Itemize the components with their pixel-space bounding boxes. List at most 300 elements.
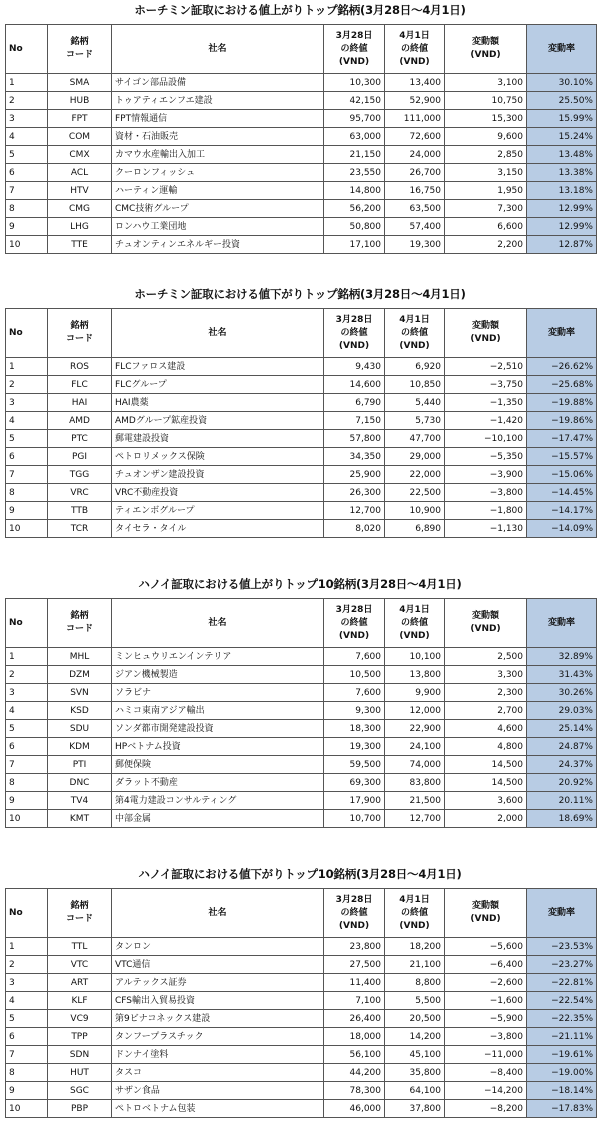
- row-no: 9: [6, 218, 48, 236]
- curr-close: 14,200: [385, 1028, 445, 1046]
- price-change: 3,600: [445, 792, 527, 810]
- change-rate: 32.89%: [527, 648, 597, 666]
- prev-close: 27,500: [324, 956, 385, 974]
- company-name: クーロンフィッシュ: [112, 164, 324, 182]
- table-row: [6, 146, 597, 164]
- table-row: [6, 666, 597, 684]
- header-curr-line3: (VND): [399, 56, 430, 67]
- curr-close: 16,750: [385, 182, 445, 200]
- ticker-code: PGI: [48, 448, 112, 466]
- header-code: [48, 599, 112, 648]
- table-row: [6, 1082, 597, 1100]
- ticker-code: DNC: [48, 774, 112, 792]
- curr-close: 6,920: [385, 358, 445, 376]
- change-rate: 29.03%: [527, 702, 597, 720]
- prev-close: 23,800: [324, 938, 385, 956]
- curr-close: 72,600: [385, 128, 445, 146]
- change-rate: 12.99%: [527, 200, 597, 218]
- curr-close: 5,500: [385, 992, 445, 1010]
- company-name: タンフープラスチック: [112, 1028, 324, 1046]
- company-name: CMC技術グループ: [112, 200, 324, 218]
- curr-close: 74,000: [385, 756, 445, 774]
- header-name: 社名: [112, 25, 324, 74]
- prev-close: 44,200: [324, 1064, 385, 1082]
- prev-close: 17,900: [324, 792, 385, 810]
- change-rate: −19.86%: [527, 412, 597, 430]
- ranking-table: [5, 308, 597, 538]
- prev-close: 7,600: [324, 648, 385, 666]
- prev-close: 6,790: [324, 394, 385, 412]
- header-code: [48, 889, 112, 938]
- header-code: [48, 309, 112, 358]
- curr-close: 83,800: [385, 774, 445, 792]
- prev-close: 46,000: [324, 1100, 385, 1118]
- change-rate: −18.14%: [527, 1082, 597, 1100]
- price-change: 14,500: [445, 756, 527, 774]
- price-change: 3,100: [445, 74, 527, 92]
- row-no: 9: [6, 792, 48, 810]
- company-name: 中部金属: [112, 810, 324, 828]
- header-curr-line2: の終値: [400, 327, 428, 338]
- section-title: ホーチミン証取における値下がりトップ銘柄(3月28日〜4月1日): [134, 287, 466, 301]
- header-curr-close: [385, 889, 445, 938]
- table-row: [6, 720, 597, 738]
- price-change: −1,800: [445, 502, 527, 520]
- prev-close: 18,000: [324, 1028, 385, 1046]
- ticker-code: HAI: [48, 394, 112, 412]
- header-curr-line2: の終値: [400, 907, 428, 918]
- curr-close: 63,500: [385, 200, 445, 218]
- header-code-line2: コード: [65, 624, 93, 634]
- row-no: 10: [6, 236, 48, 254]
- ticker-code: PBP: [48, 1100, 112, 1118]
- price-change: 6,600: [445, 218, 527, 236]
- prev-close: 7,100: [324, 992, 385, 1010]
- ticker-code: PTI: [48, 756, 112, 774]
- curr-close: 22,500: [385, 484, 445, 502]
- ticker-code: CMX: [48, 146, 112, 164]
- prev-close: 34,350: [324, 448, 385, 466]
- curr-close: 52,900: [385, 92, 445, 110]
- header-prev-line2: の終値: [340, 617, 368, 628]
- company-name: タンロン: [112, 938, 324, 956]
- price-change: 2,700: [445, 702, 527, 720]
- header-curr-close: [385, 25, 445, 74]
- change-rate: −25.68%: [527, 376, 597, 394]
- price-change: 15,300: [445, 110, 527, 128]
- company-name: ハーティン運輸: [112, 182, 324, 200]
- header-curr-close: [385, 309, 445, 358]
- ticker-code: LHG: [48, 218, 112, 236]
- ticker-code: TV4: [48, 792, 112, 810]
- row-no: 4: [6, 128, 48, 146]
- table-row: [6, 738, 597, 756]
- section-0: [0, 2, 600, 254]
- company-name: タイセラ・タイル: [112, 520, 324, 538]
- price-change: 4,600: [445, 720, 527, 738]
- prev-close: 9,300: [324, 702, 385, 720]
- table-row: [6, 756, 597, 774]
- curr-close: 6,890: [385, 520, 445, 538]
- header-chg-line2: (VND): [470, 50, 501, 60]
- row-no: 8: [6, 484, 48, 502]
- change-rate: 13.18%: [527, 182, 597, 200]
- row-no: 7: [6, 466, 48, 484]
- ticker-code: SGC: [48, 1082, 112, 1100]
- header-chg-line1: 変動額: [471, 321, 499, 331]
- curr-close: 5,730: [385, 412, 445, 430]
- table-row: [6, 520, 597, 538]
- ticker-code: KMT: [48, 810, 112, 828]
- ticker-code: TTE: [48, 236, 112, 254]
- price-change: −8,200: [445, 1100, 527, 1118]
- company-name: ペトロベトナム包装: [112, 1100, 324, 1118]
- prev-close: 56,200: [324, 200, 385, 218]
- price-change: −10,100: [445, 430, 527, 448]
- header-code-line1: 銘柄: [70, 37, 89, 47]
- price-change: 14,500: [445, 774, 527, 792]
- company-name: ミンヒュウリエンインテリア: [112, 648, 324, 666]
- curr-close: 26,700: [385, 164, 445, 182]
- row-no: 6: [6, 738, 48, 756]
- company-name: VRC不動産投資: [112, 484, 324, 502]
- prev-close: 14,800: [324, 182, 385, 200]
- table-row: [6, 218, 597, 236]
- curr-close: 19,300: [385, 236, 445, 254]
- ticker-code: ART: [48, 974, 112, 992]
- prev-close: 25,900: [324, 466, 385, 484]
- curr-close: 29,000: [385, 448, 445, 466]
- curr-close: 18,200: [385, 938, 445, 956]
- prev-close: 7,600: [324, 684, 385, 702]
- header-pct: 変動率: [527, 309, 597, 358]
- change-rate: 12.87%: [527, 236, 597, 254]
- price-change: −6,400: [445, 956, 527, 974]
- table-row: [6, 412, 597, 430]
- table-row: [6, 502, 597, 520]
- change-rate: −22.35%: [527, 1010, 597, 1028]
- curr-close: 8,800: [385, 974, 445, 992]
- header-prev-close: [324, 599, 385, 648]
- ticker-code: VC9: [48, 1010, 112, 1028]
- header-prev-line1: 3月28日: [335, 894, 373, 905]
- ticker-code: HUT: [48, 1064, 112, 1082]
- ranking-table: [5, 888, 597, 1118]
- header-no: No: [6, 599, 48, 648]
- company-name: AMDグループ鉱産投資: [112, 412, 324, 430]
- prev-close: 14,600: [324, 376, 385, 394]
- price-change: −2,600: [445, 974, 527, 992]
- header-name: 社名: [112, 889, 324, 938]
- ticker-code: VTC: [48, 956, 112, 974]
- prev-close: 63,000: [324, 128, 385, 146]
- price-change: −1,350: [445, 394, 527, 412]
- company-name: 郵便保険: [112, 756, 324, 774]
- header-pct: 変動率: [527, 889, 597, 938]
- table-row: [6, 1064, 597, 1082]
- ticker-code: VRC: [48, 484, 112, 502]
- price-change: −3,900: [445, 466, 527, 484]
- header-prev-line2: の終値: [340, 327, 368, 338]
- header-prev-line2: の終値: [340, 907, 368, 918]
- header-code-line1: 銘柄: [70, 321, 89, 331]
- row-no: 5: [6, 1010, 48, 1028]
- change-rate: −17.47%: [527, 430, 597, 448]
- ticker-code: PTC: [48, 430, 112, 448]
- header-row: [6, 889, 597, 938]
- change-rate: 15.24%: [527, 128, 597, 146]
- change-rate: −17.83%: [527, 1100, 597, 1118]
- curr-close: 47,700: [385, 430, 445, 448]
- table-row: [6, 1028, 597, 1046]
- change-rate: 20.11%: [527, 792, 597, 810]
- curr-close: 64,100: [385, 1082, 445, 1100]
- change-rate: −19.00%: [527, 1064, 597, 1082]
- prev-close: 26,400: [324, 1010, 385, 1028]
- price-change: 2,850: [445, 146, 527, 164]
- header-curr-line3: (VND): [399, 340, 430, 351]
- table-row: [6, 810, 597, 828]
- company-name: ダラット不動産: [112, 774, 324, 792]
- row-no: 6: [6, 164, 48, 182]
- prev-close: 17,100: [324, 236, 385, 254]
- header-change: [445, 25, 527, 74]
- ticker-code: SDN: [48, 1046, 112, 1064]
- company-name: アルテックス証券: [112, 974, 324, 992]
- header-code-line2: コード: [65, 50, 93, 60]
- company-name: HAI農薬: [112, 394, 324, 412]
- header-no: No: [6, 25, 48, 74]
- prev-close: 56,100: [324, 1046, 385, 1064]
- header-curr-line2: の終値: [400, 43, 428, 54]
- header-prev-close: [324, 309, 385, 358]
- row-no: 3: [6, 110, 48, 128]
- row-no: 9: [6, 502, 48, 520]
- prev-close: 78,300: [324, 1082, 385, 1100]
- price-change: 1,950: [445, 182, 527, 200]
- ranking-table: [5, 598, 597, 828]
- company-name: HPベトナム投資: [112, 738, 324, 756]
- price-change: −8,400: [445, 1064, 527, 1082]
- curr-close: 111,000: [385, 110, 445, 128]
- row-no: 1: [6, 358, 48, 376]
- prev-close: 9,430: [324, 358, 385, 376]
- prev-close: 10,700: [324, 810, 385, 828]
- company-name: ロンハウ工業団地: [112, 218, 324, 236]
- company-name: CFS輸出入貿易投資: [112, 992, 324, 1010]
- curr-close: 24,100: [385, 738, 445, 756]
- row-no: 10: [6, 810, 48, 828]
- ticker-code: CMG: [48, 200, 112, 218]
- table-row: [6, 164, 597, 182]
- price-change: 2,300: [445, 684, 527, 702]
- header-curr-line3: (VND): [399, 630, 430, 641]
- header-change: [445, 889, 527, 938]
- row-no: 10: [6, 520, 48, 538]
- price-change: −3,750: [445, 376, 527, 394]
- ticker-code: TCR: [48, 520, 112, 538]
- ticker-code: HUB: [48, 92, 112, 110]
- curr-close: 13,800: [385, 666, 445, 684]
- prev-close: 23,550: [324, 164, 385, 182]
- company-name: サイゴン部品設備: [112, 74, 324, 92]
- table-row: [6, 974, 597, 992]
- price-change: 3,150: [445, 164, 527, 182]
- table-row: [6, 182, 597, 200]
- header-row: [6, 599, 597, 648]
- header-prev-line2: の終値: [340, 43, 368, 54]
- curr-close: 22,000: [385, 466, 445, 484]
- company-name: 郵電建設投資: [112, 430, 324, 448]
- company-name: ドンナイ塗料: [112, 1046, 324, 1064]
- company-name: ティエンボグループ: [112, 502, 324, 520]
- price-change: −11,000: [445, 1046, 527, 1064]
- prev-close: 50,800: [324, 218, 385, 236]
- header-change: [445, 599, 527, 648]
- row-no: 7: [6, 1046, 48, 1064]
- ticker-code: AMD: [48, 412, 112, 430]
- price-change: −1,600: [445, 992, 527, 1010]
- change-rate: 31.43%: [527, 666, 597, 684]
- table-row: [6, 236, 597, 254]
- row-no: 7: [6, 182, 48, 200]
- section-title: ハノイ証取における値下がりトップ10銘柄(3月28日〜4月1日): [138, 867, 462, 881]
- company-name: 資材・石油販売: [112, 128, 324, 146]
- table-row: [6, 128, 597, 146]
- row-no: 5: [6, 146, 48, 164]
- header-curr-line1: 4月1日: [399, 894, 430, 905]
- header-prev-line1: 3月28日: [335, 604, 373, 615]
- header-chg-line2: (VND): [470, 914, 501, 924]
- table-row: [6, 774, 597, 792]
- table-row: [6, 200, 597, 218]
- price-change: −1,130: [445, 520, 527, 538]
- price-change: 10,750: [445, 92, 527, 110]
- curr-close: 24,000: [385, 146, 445, 164]
- row-no: 7: [6, 756, 48, 774]
- change-rate: −23.27%: [527, 956, 597, 974]
- row-no: 2: [6, 376, 48, 394]
- prev-close: 59,500: [324, 756, 385, 774]
- change-rate: −19.88%: [527, 394, 597, 412]
- header-curr-line2: の終値: [400, 617, 428, 628]
- company-name: 第4電力建設コンサルティング: [112, 792, 324, 810]
- header-code-line1: 銘柄: [70, 901, 89, 911]
- ticker-code: SMA: [48, 74, 112, 92]
- change-rate: −23.53%: [527, 938, 597, 956]
- change-rate: −22.54%: [527, 992, 597, 1010]
- table-row: [6, 92, 597, 110]
- curr-close: 21,100: [385, 956, 445, 974]
- row-no: 1: [6, 648, 48, 666]
- prev-close: 21,150: [324, 146, 385, 164]
- company-name: タスコ: [112, 1064, 324, 1082]
- prev-close: 12,700: [324, 502, 385, 520]
- price-change: −5,600: [445, 938, 527, 956]
- header-curr-close: [385, 599, 445, 648]
- price-change: −3,800: [445, 1028, 527, 1046]
- company-name: カマウ水産輸出入加工: [112, 146, 324, 164]
- row-no: 2: [6, 92, 48, 110]
- section-title: ホーチミン証取における値上がりトップ銘柄(3月28日〜4月1日): [134, 3, 466, 17]
- price-change: 2,200: [445, 236, 527, 254]
- table-row: [6, 1046, 597, 1064]
- header-prev-line3: (VND): [338, 56, 370, 67]
- header-name: 社名: [112, 309, 324, 358]
- change-rate: −15.57%: [527, 448, 597, 466]
- price-change: −14,200: [445, 1082, 527, 1100]
- company-name: チュオンザン建設投資: [112, 466, 324, 484]
- ticker-code: FLC: [48, 376, 112, 394]
- price-change: 2,500: [445, 648, 527, 666]
- ticker-code: HTV: [48, 182, 112, 200]
- header-code-line2: コード: [65, 914, 93, 924]
- change-rate: 24.37%: [527, 756, 597, 774]
- change-rate: −19.61%: [527, 1046, 597, 1064]
- company-name: VTC通信: [112, 956, 324, 974]
- header-curr-line1: 4月1日: [399, 314, 430, 325]
- header-change: [445, 309, 527, 358]
- company-name: トゥアティエンフエ建設: [112, 92, 324, 110]
- table-row: [6, 430, 597, 448]
- row-no: 5: [6, 430, 48, 448]
- row-no: 6: [6, 1028, 48, 1046]
- curr-close: 10,850: [385, 376, 445, 394]
- prev-close: 11,400: [324, 974, 385, 992]
- curr-close: 10,100: [385, 648, 445, 666]
- ranking-table: [5, 24, 597, 254]
- header-chg-line2: (VND): [470, 624, 501, 634]
- prev-close: 26,300: [324, 484, 385, 502]
- row-no: 4: [6, 412, 48, 430]
- prev-close: 69,300: [324, 774, 385, 792]
- price-change: 9,600: [445, 128, 527, 146]
- ticker-code: KSD: [48, 702, 112, 720]
- header-chg-line1: 変動額: [471, 37, 499, 47]
- ticker-code: TTL: [48, 938, 112, 956]
- price-change: 3,300: [445, 666, 527, 684]
- prev-close: 8,020: [324, 520, 385, 538]
- section-2: [0, 576, 600, 828]
- header-name: 社名: [112, 599, 324, 648]
- company-name: ハミコ東南アジア輸出: [112, 702, 324, 720]
- curr-close: 45,100: [385, 1046, 445, 1064]
- curr-close: 35,800: [385, 1064, 445, 1082]
- ticker-code: TGG: [48, 466, 112, 484]
- price-change: −5,900: [445, 1010, 527, 1028]
- company-name: FPT情報通信: [112, 110, 324, 128]
- header-code-line1: 銘柄: [70, 611, 89, 621]
- change-rate: 25.14%: [527, 720, 597, 738]
- change-rate: −21.11%: [527, 1028, 597, 1046]
- price-change: −5,350: [445, 448, 527, 466]
- price-change: −2,510: [445, 358, 527, 376]
- company-name: ソラビナ: [112, 684, 324, 702]
- price-change: −3,800: [445, 484, 527, 502]
- header-row: [6, 25, 597, 74]
- table-row: [6, 110, 597, 128]
- row-no: 1: [6, 74, 48, 92]
- price-change: 7,300: [445, 200, 527, 218]
- table-row: [6, 466, 597, 484]
- header-curr-line1: 4月1日: [399, 30, 430, 41]
- curr-close: 21,500: [385, 792, 445, 810]
- header-curr-line3: (VND): [399, 920, 430, 931]
- change-rate: 20.92%: [527, 774, 597, 792]
- header-pct: 変動率: [527, 599, 597, 648]
- header-chg-line2: (VND): [470, 334, 501, 344]
- prev-close: 57,800: [324, 430, 385, 448]
